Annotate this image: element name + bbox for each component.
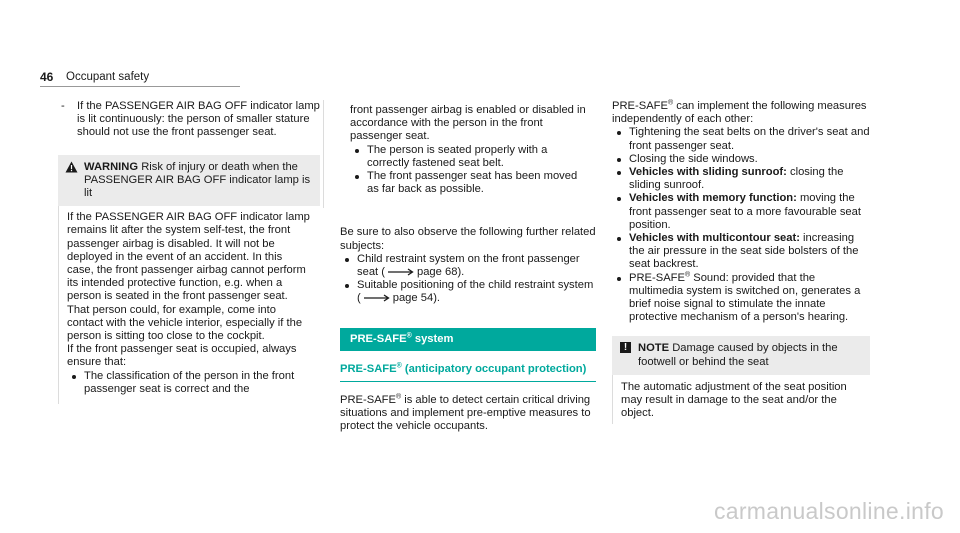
- list-item: [612, 153, 870, 166]
- warning-para-3: If the front passenger seat is occupied, always ensure that:: [67, 343, 297, 369]
- header-rule: [40, 86, 240, 87]
- warning-bullets: [67, 370, 312, 396]
- page-number: 46: [40, 70, 54, 84]
- warning-para-1: If the PASSENGER AIR BAG OFF indicator lamp remains lit after the system self-test, the front passenger airbag is disabled. It will not be deployed in the event of an accident. In this case, the front passenger airbag cannot perform its intended protective function, e.g. when a person is seated in the front passenger seat.: [67, 211, 310, 303]
- item-text: Tightening the seat belts on the driver's seat and front passenger seat.: [629, 126, 870, 152]
- continued-box: [323, 100, 596, 208]
- related-text: Child restraint system on the front passenger seat (: [357, 252, 580, 279]
- pre-safe-body: [340, 394, 596, 434]
- item-text: Closing the side windows.: [629, 152, 758, 165]
- list-item: [612, 232, 870, 272]
- list-item: The classification of the person in the front passenger seat is correct and the: [67, 370, 312, 396]
- dash-marker: -: [61, 100, 65, 112]
- list-item: [612, 166, 870, 192]
- pre-safe-name: PRE-SAFE: [340, 394, 396, 407]
- warning-text: Risk of injury or death when the PASSENGER AIR BAG OFF indicator lamp is lit: [84, 160, 311, 200]
- dash-item: [58, 100, 320, 140]
- related-end: ).: [457, 266, 465, 279]
- item-text: increasing the air pressure in the seat side bolsters of the seat backrest.: [629, 232, 859, 271]
- item-bold: Vehicles with multicontour seat:: [629, 232, 800, 245]
- registered-mark: ®: [667, 99, 674, 107]
- note-exclamation-icon: !: [620, 342, 631, 353]
- registered-mark: ®: [395, 393, 402, 401]
- list-item: [612, 192, 870, 232]
- list-item: [612, 272, 870, 325]
- registered-mark: ®: [406, 331, 412, 339]
- sub-heading-text: PRE-SAFE: [340, 362, 397, 375]
- page-title: Occupant safety: [66, 71, 150, 83]
- section-title-suffix: system: [411, 332, 454, 345]
- note-body: [612, 375, 870, 425]
- dash-item-text: If the PASSENGER AIR BAG OFF indicator lamp is lit continuously: the person of smaller stature should not use the front passenger seat.: [77, 100, 320, 139]
- list-item: [340, 279, 596, 305]
- section-title: PRE-SAFE: [350, 332, 407, 345]
- related-text: Suitable positioning of the child restraint system (: [357, 279, 594, 305]
- pre-safe-description: is able to detect certain critical driving situations and implement pre-emptive measures to protect the vehicle occupants.: [340, 394, 591, 433]
- column-2: [340, 100, 596, 434]
- pre-safe-name: PRE-SAFE: [629, 271, 685, 284]
- continued-intro: front passenger airbag is enabled or disabled in accordance with the person in the front passenger seat.: [350, 104, 586, 143]
- arrow-right-icon: [388, 268, 414, 276]
- column-1: [58, 100, 320, 404]
- list-item: The person is seated properly with a correctly fastened seat belt.: [350, 144, 588, 170]
- note-label: NOTE: [638, 342, 670, 355]
- warning-box: [58, 155, 320, 404]
- warning-para-2: That person could, for example, come into contact with the vehicle interior, especially if the person is sitting too close to the cockpit.: [67, 303, 303, 343]
- related-end: ).: [433, 292, 441, 305]
- warning-triangle-icon: [65, 161, 78, 173]
- item-text: moving the front passenger seat to a more favourable seat position.: [629, 192, 861, 231]
- registered-mark: ®: [396, 362, 402, 370]
- sub-heading: [340, 363, 596, 382]
- list-item: [340, 253, 596, 279]
- related-list: [340, 253, 596, 306]
- note-header: [612, 336, 870, 374]
- page-link[interactable]: page 68: [416, 266, 458, 279]
- note-text: Damage caused by objects in the footwell or behind the seat: [638, 342, 838, 368]
- section-title-bar: [340, 328, 596, 351]
- item-text: closing the sliding sunroof.: [629, 166, 844, 192]
- registered-mark: ®: [684, 270, 691, 278]
- note-body-text: The automatic adjustment of the seat position may result in damage to the seat and/or the object.: [621, 380, 847, 420]
- pre-safe-name: PRE-SAFE: [612, 100, 668, 112]
- related-intro: Be sure to also observe the following further related subjects:: [340, 226, 596, 252]
- warning-label: WARNING: [84, 160, 139, 173]
- warning-body: [58, 206, 320, 404]
- sub-heading-suffix: (anticipatory occupant protection): [401, 362, 587, 375]
- note-box: [612, 336, 870, 424]
- measures-intro-text: can implement the following measures independently of each other:: [612, 100, 867, 126]
- watermark: carmanualsonline.info: [713, 498, 944, 524]
- item-bold: Vehicles with sliding sunroof:: [629, 166, 787, 179]
- item-text: Sound: provided that the multimedia system is switched on, generates a brief noise signal to stimulate the innate protective mechanism of a person's hearing.: [629, 271, 861, 324]
- list-item: The front passenger seat has been moved as far back as possible.: [350, 170, 588, 196]
- warning-header: [58, 155, 320, 207]
- list-item: [612, 126, 870, 152]
- arrow-right-icon: [364, 294, 390, 302]
- column-3: [612, 100, 870, 424]
- page-link[interactable]: page 54: [392, 292, 434, 305]
- item-bold: Vehicles with memory function:: [629, 192, 797, 205]
- continued-bullets: [350, 144, 588, 197]
- measures-list: [612, 126, 870, 324]
- measures-intro: [612, 100, 870, 126]
